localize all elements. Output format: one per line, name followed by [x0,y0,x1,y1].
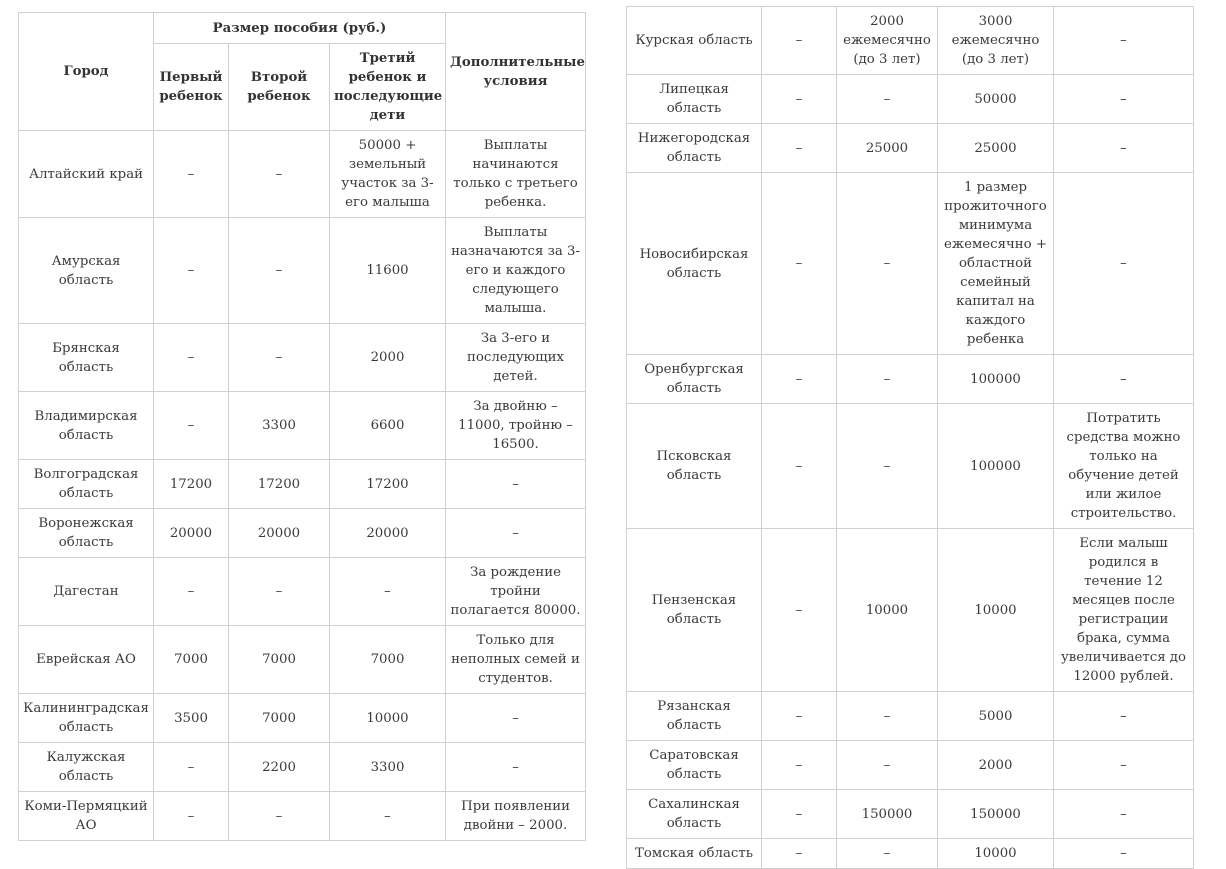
table-row [627,124,1194,173]
cell-extra: За 3-его и последующих детей. [446,324,586,392]
cell-third: 17200 [330,460,446,509]
cell-second: – [837,839,938,869]
cell-first: – [154,743,229,792]
table-row [627,839,1194,869]
cell-second: 2200 [229,743,330,792]
header-amount-group: Размер пособия (руб.) [154,13,446,44]
cell-extra: – [1054,173,1194,355]
cell-first: – [762,124,837,173]
cell-extra: За двойню – 11000, тройню – 16500. [446,392,586,460]
header-second-child: Второй ребенок [229,44,330,131]
cell-city: Калужская область [19,743,154,792]
cell-third: 20000 [330,509,446,558]
table-row [19,509,586,558]
table-row [19,626,586,694]
cell-city: Псковская область [627,404,762,529]
table-row [19,792,586,841]
cell-extra: – [1054,355,1194,404]
cell-city: Волгоградская область [19,460,154,509]
cell-third: – [330,558,446,626]
cell-city: Дагестан [19,558,154,626]
cell-city: Амурская область [19,218,154,324]
cell-city: Еврейская АО [19,626,154,694]
table-row [19,324,586,392]
table-row [627,741,1194,790]
cell-third: – [330,792,446,841]
cell-first: – [154,558,229,626]
table-row [627,75,1194,124]
cell-first: – [762,75,837,124]
cell-third: 150000 [938,790,1054,839]
cell-third: 1 размер прожиточного минимума ежемесячно + областной семейный капитал на каждого ребенка [938,173,1054,355]
cell-third: 25000 [938,124,1054,173]
cell-second: – [837,173,938,355]
cell-extra: – [446,460,586,509]
cell-second: – [229,324,330,392]
cell-second: – [837,75,938,124]
cell-second: 150000 [837,790,938,839]
table-row [19,131,586,218]
cell-first: – [762,355,837,404]
cell-second: 7000 [229,626,330,694]
table-row [627,173,1194,355]
cell-city: Коми-Пермяцкий АО [19,792,154,841]
cell-city: Липецкая область [627,75,762,124]
cell-third: 100000 [938,404,1054,529]
header-city: Город [19,13,154,131]
table-row [627,404,1194,529]
table-row [19,460,586,509]
cell-extra: – [1054,692,1194,741]
header-extra: Дополнительные условия [446,13,586,131]
table-row [627,355,1194,404]
cell-second: – [229,218,330,324]
header-third-child: Третий ребенок и последующие дети [330,44,446,131]
cell-second: – [837,692,938,741]
cell-extra: – [1054,124,1194,173]
cell-third: 50000 [938,75,1054,124]
cell-first: – [762,7,837,75]
cell-first: 3500 [154,694,229,743]
cell-second: 10000 [837,529,938,692]
cell-first: 20000 [154,509,229,558]
cell-second: 17200 [229,460,330,509]
cell-city: Пензенская область [627,529,762,692]
cell-extra: – [1054,741,1194,790]
cell-city: Рязанская область [627,692,762,741]
cell-first: – [762,173,837,355]
cell-second: 25000 [837,124,938,173]
cell-extra: За рождение тройни полагается 80000. [446,558,586,626]
cell-third: 5000 [938,692,1054,741]
table-row [19,743,586,792]
cell-extra: Только для неполных семей и студентов. [446,626,586,694]
cell-second: – [837,404,938,529]
cell-third: 50000 + земельный участок за 3-его малыша [330,131,446,218]
cell-first: – [154,392,229,460]
cell-second: – [837,355,938,404]
table-row [627,692,1194,741]
benefits-table-right [626,6,1194,869]
cell-city: Алтайский край [19,131,154,218]
cell-second: – [229,558,330,626]
cell-extra: При появлении двойни – 2000. [446,792,586,841]
cell-second: – [837,741,938,790]
table-row [627,7,1194,75]
cell-first: – [154,324,229,392]
cell-first: – [762,692,837,741]
cell-extra: – [446,743,586,792]
cell-city: Саратовская область [627,741,762,790]
cell-extra: – [1054,75,1194,124]
benefits-table-left [18,12,586,841]
cell-extra: – [446,509,586,558]
cell-second: – [229,792,330,841]
table-row [19,218,586,324]
cell-first: – [762,839,837,869]
table-row [19,392,586,460]
cell-extra: Потратить средства можно только на обучение детей или жилое строительство. [1054,404,1194,529]
cell-second: 7000 [229,694,330,743]
cell-city: Новосибирская область [627,173,762,355]
cell-extra: Если малыш родился в течение 12 месяцев после регистрации брака, сумма увеличивается до 12000 рублей. [1054,529,1194,692]
cell-extra: Выплаты назначаются за 3-его и каждого следующего малыша. [446,218,586,324]
cell-extra: – [1054,7,1194,75]
cell-third: 2000 [938,741,1054,790]
cell-first: 7000 [154,626,229,694]
cell-first: – [762,741,837,790]
cell-third: 100000 [938,355,1054,404]
cell-third: 11600 [330,218,446,324]
table-row [19,694,586,743]
cell-city: Томская область [627,839,762,869]
cell-first: – [154,218,229,324]
cell-extra: – [446,694,586,743]
cell-first: 17200 [154,460,229,509]
cell-third: 2000 [330,324,446,392]
cell-third: 10000 [938,839,1054,869]
cell-city: Нижегородская область [627,124,762,173]
cell-extra: Выплаты начинаются только с третьего ребенка. [446,131,586,218]
cell-first: – [762,404,837,529]
cell-second: 3300 [229,392,330,460]
table-row [627,790,1194,839]
cell-city: Калининградская область [19,694,154,743]
cell-extra: – [1054,839,1194,869]
cell-third: 10000 [330,694,446,743]
header-first-child: Первый ребенок [154,44,229,131]
cell-third: 6600 [330,392,446,460]
table-row [627,529,1194,692]
cell-third: 7000 [330,626,446,694]
table-row [19,558,586,626]
cell-city: Сахалинская область [627,790,762,839]
cell-second: 2000 ежемесячно (до 3 лет) [837,7,938,75]
cell-city: Воронежская область [19,509,154,558]
cell-second: 20000 [229,509,330,558]
cell-third: 10000 [938,529,1054,692]
cell-extra: – [1054,790,1194,839]
cell-first: – [154,131,229,218]
cell-first: – [762,529,837,692]
cell-first: – [762,790,837,839]
cell-first: – [154,792,229,841]
cell-second: – [229,131,330,218]
cell-third: 3000 ежемесячно (до 3 лет) [938,7,1054,75]
cell-city: Владимирская область [19,392,154,460]
cell-third: 3300 [330,743,446,792]
cell-city: Оренбургская область [627,355,762,404]
cell-city: Курская область [627,7,762,75]
cell-city: Брянская область [19,324,154,392]
